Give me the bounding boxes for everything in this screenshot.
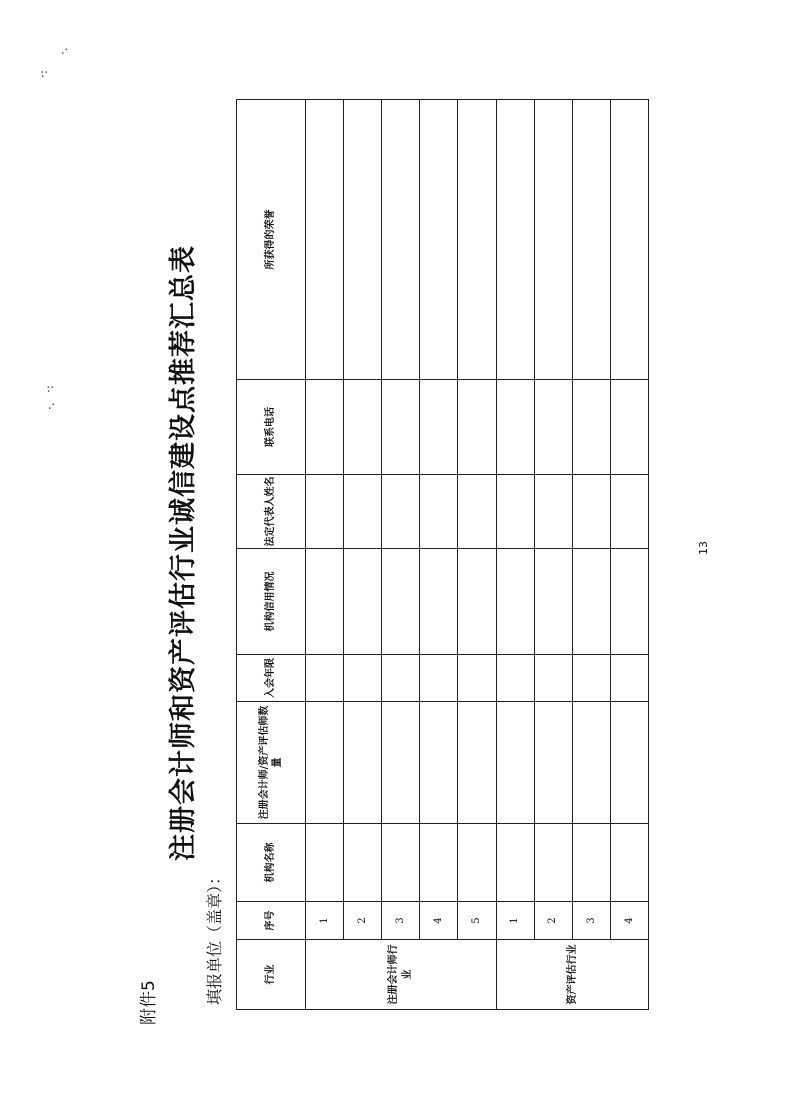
seq-cell: 5 [458,902,496,940]
page-number: 13 [697,541,710,555]
col-credit-header: 机构信用情况 [237,549,306,655]
scan-speck: ·. [56,47,70,55]
col-honors-header: 所获得的荣誉 [237,100,306,380]
scan-speck: ·: [36,70,50,78]
scan-speck: ·. [43,402,57,410]
table-row [610,100,648,1010]
col-rep-name-header: 法定代表人姓名 [237,475,306,549]
table-row [458,100,496,1010]
table-row [420,100,458,1010]
col-count-header: 注册会计师/资产评估师数量 [237,702,306,824]
table-row [344,100,382,1010]
group-name-cpa: 注册会计师行业 [306,940,497,1010]
seq-cell: 3 [572,902,610,940]
table-row [496,100,534,1010]
seq-cell: 2 [534,902,572,940]
col-years-header: 入会年限 [237,655,306,702]
table-row [572,100,610,1010]
seq-cell: 3 [382,902,420,940]
table-row [534,100,572,1010]
seq-cell: 2 [344,902,382,940]
table-header-row [237,100,306,1010]
reporting-unit-label: 填报单位（盖章）： [205,868,224,1005]
col-industry-header: 行业 [237,940,306,1010]
annex-label: 附件5 [139,980,159,1025]
col-seq-header: 序号 [237,902,306,940]
page-title: 注册会计师和资产评估行业诚信建设点推荐汇总表 [168,245,199,861]
group-name-appraisal: 资产评估行业 [496,940,648,1010]
seq-cell: 4 [610,902,648,940]
recommendation-table [236,99,649,1010]
col-org-name-header: 机构名称 [237,824,306,902]
col-phone-header: 联系电话 [237,380,306,475]
table-row [306,100,344,1010]
seq-cell: 4 [420,902,458,940]
seq-cell: 1 [306,902,344,940]
table-row [382,100,420,1010]
scan-speck: ·: [42,385,56,393]
seq-cell: 1 [496,902,534,940]
